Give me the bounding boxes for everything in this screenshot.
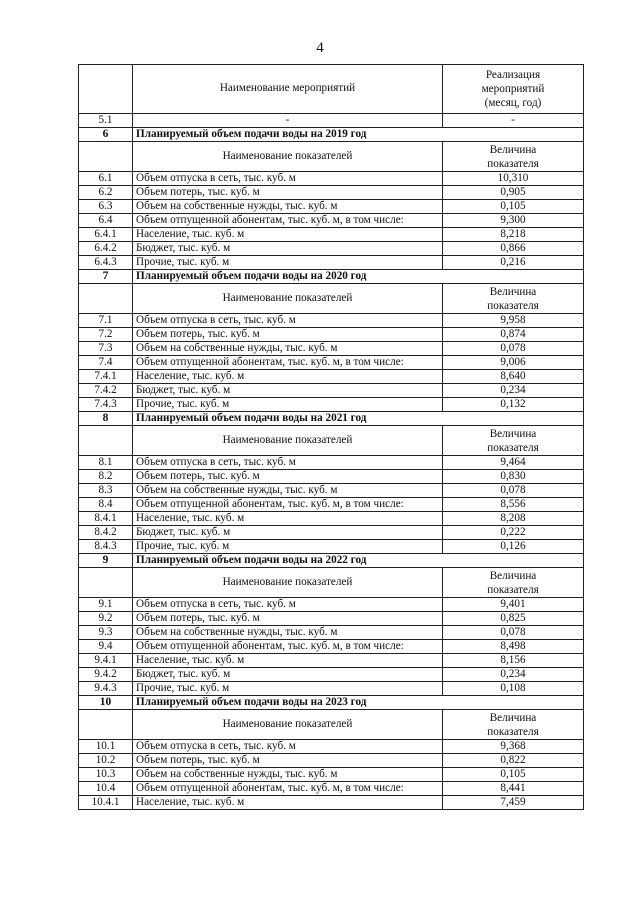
row-number: 7.4.2 (79, 384, 133, 398)
indicator-header-value-line2: показателя (487, 583, 539, 596)
row-number: 10.2 (79, 754, 133, 768)
table-row (79, 242, 584, 256)
row-number: 6.2 (79, 186, 133, 200)
row-name: Бюджет, тыс. куб. м (133, 668, 443, 682)
table-row (79, 470, 584, 484)
row-number: 6.4.1 (79, 228, 133, 242)
section-title-row (79, 696, 584, 710)
indicator-header-row (79, 284, 584, 314)
table-row (79, 114, 584, 128)
section-title: Планируемый объем подачи воды на 2020 год (133, 270, 584, 284)
table-row (79, 796, 584, 810)
indicator-header-row (79, 142, 584, 172)
row-value: 8,441 (443, 782, 584, 796)
indicator-header-num (79, 426, 133, 456)
table-row (79, 214, 584, 228)
indicator-header-name: Наименование показателей (133, 284, 443, 314)
row-name: Население, тыс. куб. м (133, 228, 443, 242)
row-number: 9.4.3 (79, 682, 133, 696)
row-number: 9.4.1 (79, 654, 133, 668)
row-value: 9,464 (443, 456, 584, 470)
section-number: 10 (79, 696, 133, 710)
row-value: 8,556 (443, 498, 584, 512)
indicator-header-name: Наименование показателей (133, 568, 443, 598)
indicator-header-value-line1: Величина (489, 711, 537, 724)
section-title-row (79, 270, 584, 284)
row-name: Объем потерь, тыс. куб. м (133, 470, 443, 484)
row-value: 0,078 (443, 342, 584, 356)
section-title: Планируемый объем подачи воды на 2023 год (133, 696, 584, 710)
row-value: 0,222 (443, 526, 584, 540)
row-value: 9,368 (443, 740, 584, 754)
indicator-header-num (79, 568, 133, 598)
row-number: 10.1 (79, 740, 133, 754)
row-number: 7.4.1 (79, 370, 133, 384)
row-name: Объем отпуска в сеть, тыс. куб. м (133, 740, 443, 754)
row-name: Объем потерь, тыс. куб. м (133, 612, 443, 626)
row-value: 0,126 (443, 540, 584, 554)
row-number: 6.1 (79, 172, 133, 186)
indicator-header-value-line2: показателя (487, 299, 539, 312)
table-row (79, 398, 584, 412)
table-body (79, 65, 584, 810)
row-name: Объем отпуска в сеть, тыс. куб. м (133, 314, 443, 328)
table-row (79, 526, 584, 540)
table-row (79, 186, 584, 200)
section-title: Планируемый объем подачи воды на 2021 год (133, 412, 584, 426)
row-number: 8.3 (79, 484, 133, 498)
table-row (79, 612, 584, 626)
indicator-header-value (443, 284, 584, 314)
row-number: 9.4.2 (79, 668, 133, 682)
row-name: - (133, 114, 443, 128)
row-number: 7.2 (79, 328, 133, 342)
row-number: 7.4.3 (79, 398, 133, 412)
indicator-header-value (443, 426, 584, 456)
section-title-row (79, 128, 584, 142)
indicator-header-name: Наименование показателей (133, 142, 443, 172)
table-row (79, 740, 584, 754)
indicator-header-name: Наименование показателей (133, 426, 443, 456)
table-row (79, 498, 584, 512)
row-value: 8,208 (443, 512, 584, 526)
indicator-header-value (443, 710, 584, 740)
row-value: 0,078 (443, 626, 584, 640)
row-name: Население, тыс. куб. м (133, 654, 443, 668)
row-name: Бюджет, тыс. куб. м (133, 384, 443, 398)
row-value: 0,105 (443, 200, 584, 214)
row-value: 0,874 (443, 328, 584, 342)
table-row (79, 342, 584, 356)
section-number: 8 (79, 412, 133, 426)
header-implementation-cell (443, 65, 584, 114)
row-number: 6.4 (79, 214, 133, 228)
row-value: 0,234 (443, 668, 584, 682)
row-name: Объем на собственные нужды, тыс. куб. м (133, 200, 443, 214)
row-value: 0,822 (443, 754, 584, 768)
row-number: 8.4.2 (79, 526, 133, 540)
indicator-header-value-line2: показателя (487, 441, 539, 454)
indicator-header-row (79, 426, 584, 456)
row-number: 8.4.3 (79, 540, 133, 554)
row-value: 9,006 (443, 356, 584, 370)
row-value: - (443, 114, 584, 128)
row-name: Объем потерь, тыс. куб. м (133, 754, 443, 768)
row-number: 7.4 (79, 356, 133, 370)
row-number: 9.4 (79, 640, 133, 654)
row-name: Объем потерь, тыс. куб. м (133, 328, 443, 342)
row-value: 9,958 (443, 314, 584, 328)
row-value: 0,905 (443, 186, 584, 200)
indicator-header-num (79, 284, 133, 314)
row-number: 6.4.3 (79, 256, 133, 270)
section-title-row (79, 554, 584, 568)
section-title: Планируемый объем подачи воды на 2022 год (133, 554, 584, 568)
table-row (79, 682, 584, 696)
table-row (79, 456, 584, 470)
indicator-header-value-line2: показателя (487, 157, 539, 170)
row-name: Объем отпуска в сеть, тыс. куб. м (133, 172, 443, 186)
row-name: Прочие, тыс. куб. м (133, 398, 443, 412)
table-row (79, 484, 584, 498)
row-value: 0,830 (443, 470, 584, 484)
table-row (79, 256, 584, 270)
row-value: 8,156 (443, 654, 584, 668)
table-row (79, 598, 584, 612)
section-number: 7 (79, 270, 133, 284)
section-number: 6 (79, 128, 133, 142)
table-row (79, 370, 584, 384)
indicator-header-value-line1: Величина (489, 427, 537, 440)
row-name: Население, тыс. куб. м (133, 796, 443, 810)
row-number: 8.4.1 (79, 512, 133, 526)
row-name: Объем на собственные нужды, тыс. куб. м (133, 626, 443, 640)
row-number: 9.3 (79, 626, 133, 640)
row-value: 7,459 (443, 796, 584, 810)
row-number: 10.4 (79, 782, 133, 796)
header-col3-line2: мероприятий (481, 83, 545, 95)
row-number: 8.1 (79, 456, 133, 470)
page-number: 4 (316, 40, 324, 56)
header-col3-line1: Реализация (485, 69, 541, 81)
section-title: Планируемый объем подачи воды на 2019 год (133, 128, 584, 142)
row-name: Объем отпущенной абонентам, тыс. куб. м, в том числе: (133, 640, 443, 654)
indicator-header-value-line1: Величина (489, 569, 537, 582)
row-name: Бюджет, тыс. куб. м (133, 242, 443, 256)
row-name: Население, тыс. куб. м (133, 370, 443, 384)
row-name: Прочие, тыс. куб. м (133, 540, 443, 554)
row-value: 0,216 (443, 256, 584, 270)
row-number: 9.2 (79, 612, 133, 626)
indicator-header-name: Наименование показателей (133, 710, 443, 740)
section-title-row (79, 412, 584, 426)
row-name: Прочие, тыс. куб. м (133, 256, 443, 270)
table-row (79, 782, 584, 796)
row-number: 8.2 (79, 470, 133, 484)
row-name: Объем отпуска в сеть, тыс. куб. м (133, 598, 443, 612)
row-name: Объем отпущенной абонентам, тыс. куб. м, в том числе: (133, 214, 443, 228)
indicator-header-value (443, 142, 584, 172)
row-value: 0,866 (443, 242, 584, 256)
row-name: Прочие, тыс. куб. м (133, 682, 443, 696)
table-row (79, 356, 584, 370)
row-value: 9,300 (443, 214, 584, 228)
row-name: Объем на собственные нужды, тыс. куб. м (133, 484, 443, 498)
table-row (79, 754, 584, 768)
table-row (79, 200, 584, 214)
table-row (79, 654, 584, 668)
indicator-header-num (79, 710, 133, 740)
table-row (79, 626, 584, 640)
row-value: 0,108 (443, 682, 584, 696)
table-row (79, 314, 584, 328)
header-name-cell: Наименование мероприятий (133, 65, 443, 114)
table-row (79, 228, 584, 242)
row-value: 0,132 (443, 398, 584, 412)
header-col3-line3: (месяц, год) (484, 97, 542, 109)
row-value: 8,498 (443, 640, 584, 654)
row-name: Объем на собственные нужды, тыс. куб. м (133, 342, 443, 356)
row-value: 8,218 (443, 228, 584, 242)
row-name: Объем отпуска в сеть, тыс. куб. м (133, 456, 443, 470)
row-number: 7.1 (79, 314, 133, 328)
indicator-header-value (443, 568, 584, 598)
table-row (79, 768, 584, 782)
row-number: 7.3 (79, 342, 133, 356)
table-row (79, 384, 584, 398)
row-name: Объем отпущенной абонентам, тыс. куб. м, в том числе: (133, 498, 443, 512)
table-row (79, 640, 584, 654)
table-row (79, 512, 584, 526)
header-num-cell (79, 65, 133, 114)
indicator-header-row (79, 710, 584, 740)
row-number: 9.1 (79, 598, 133, 612)
row-value: 10,310 (443, 172, 584, 186)
row-number: 10.3 (79, 768, 133, 782)
row-name: Объем отпущенной абонентам, тыс. куб. м, в том числе: (133, 782, 443, 796)
indicator-header-value-line1: Величина (489, 143, 537, 156)
section-number: 9 (79, 554, 133, 568)
table-row (79, 172, 584, 186)
table-row (79, 668, 584, 682)
indicator-header-row (79, 568, 584, 598)
row-value: 0,234 (443, 384, 584, 398)
row-value: 0,078 (443, 484, 584, 498)
row-number: 6.3 (79, 200, 133, 214)
row-name: Бюджет, тыс. куб. м (133, 526, 443, 540)
row-number: 6.4.2 (79, 242, 133, 256)
row-name: Объем отпущенной абонентам, тыс. куб. м, в том числе: (133, 356, 443, 370)
row-value: 0,105 (443, 768, 584, 782)
table-header-row (79, 65, 584, 114)
row-value: 9,401 (443, 598, 584, 612)
row-number: 8.4 (79, 498, 133, 512)
row-value: 0,825 (443, 612, 584, 626)
row-number: 5.1 (79, 114, 133, 128)
indicator-header-value-line2: показателя (487, 725, 539, 738)
row-name: Объем потерь, тыс. куб. м (133, 186, 443, 200)
indicator-header-value-line1: Величина (489, 285, 537, 298)
table-row (79, 328, 584, 342)
table-row (79, 540, 584, 554)
row-name: Объем на собственные нужды, тыс. куб. м (133, 768, 443, 782)
indicator-header-num (79, 142, 133, 172)
row-value: 8,640 (443, 370, 584, 384)
row-number: 10.4.1 (79, 796, 133, 810)
row-name: Население, тыс. куб. м (133, 512, 443, 526)
measures-table (78, 64, 584, 810)
